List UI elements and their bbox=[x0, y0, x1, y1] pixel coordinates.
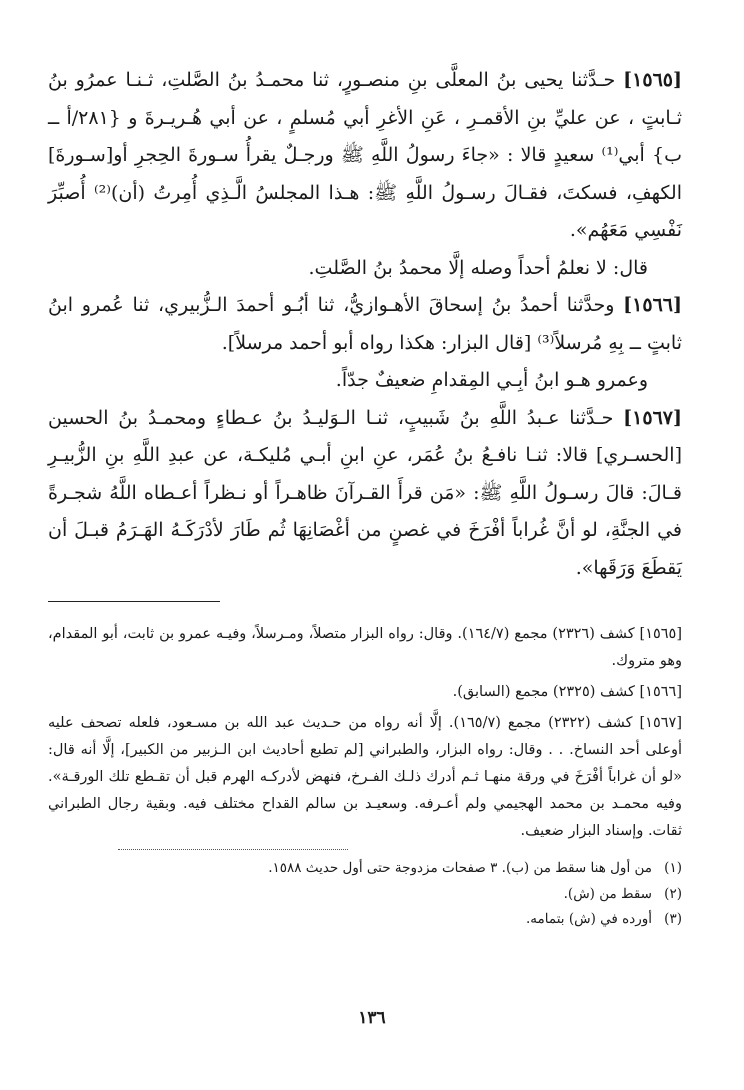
footnotes bbox=[48, 856, 682, 933]
hadith-number: [١٥٦٦] bbox=[623, 294, 682, 316]
footnote-mark: (٢) bbox=[664, 885, 682, 902]
note-text: كشف (٢٣٢٢) مجمع (١٦٥/٧). إلَّا أنه رواه من حـديث عبد الله بن مسـعود، فلعله تصحف عليه أوعلى أحد النساخ. . . وقال: رواه البزار، والطبراني [لم تطبع أحاديث ابن الـزبير من الكبير]، إلَّا أنه قال: «لو أن غراباً أفْرَخَ في ورقة منهـا ثـم أدرك ذلـك الفـرخ، فنهض لأدركـه الهرم قبل أن تقـطع تلك الورقـة». وفيه محمـد بن محمد الهجيمي ولم أعـرفه. وسعيـد بن سالم القداح مختلف فيه. وبقية رجال الطبراني ثقات. وإسناد البزار ضعيف. bbox=[48, 715, 683, 839]
hadith-text: وحدَّثنا أحمدُ بنُ إسحاقَ الأهـوازيُّ، ثنا أبُـو أحمدَ الـزُّبيري، ثنا عُمرو ابنُ ثابتٍ ــ بِهِ مُرسلاً⁽³⁾ [قال البزار: هكذا رواه أبو أحمد مرسلاً]. bbox=[48, 294, 682, 354]
page-body bbox=[48, 62, 682, 933]
commentary-1566 bbox=[48, 362, 682, 400]
note-number: [١٥٦٦] bbox=[639, 684, 682, 700]
footnote-separator bbox=[118, 849, 348, 850]
footnote-text: سقط من (ش). bbox=[563, 885, 652, 902]
hadith-1565 bbox=[48, 62, 682, 250]
commentary-text: قال: لا نعلمُ أحداً وصله إلَّا محمدُ بنُ الصَّلتِ. bbox=[308, 256, 648, 279]
footnote-text: من أول هنا سقط من (ب). ٣ صفحات مزدوجة حتى أول حديث ١٥٨٨. bbox=[268, 860, 652, 876]
footnote-text: أورده في (ش) بتمامه. bbox=[526, 911, 652, 927]
note-1567 bbox=[48, 710, 682, 845]
takhrij-notes bbox=[48, 621, 682, 845]
hadith-1566 bbox=[48, 287, 682, 362]
hadith-text: حـدَّثنا يحيى بنُ المعلَّى بنِ منصـورٍ، ثنا محمـدُ بنُ الصَّلتِ، ثـنـا عمرُو بنُ ثـابتٍ ، عن عليِّ بنِ الأقمـرِ ، عَنِ الأغرِ أبي مُسلمٍ ، عن أبي هُـريـرةَ و {٢٨١/أ ــ ب} أبي⁽¹⁾ سعيدٍ قالا : «جاءَ رسولُ اللَّهِ ﷺ ورجـلٌ يقرأُ سـورةَ الحِجرِ أو[سـورةَ] الكهفِ، فسكتَ، فقـالَ رسـولُ اللَّهِ ﷺ: هـذا المجلسُ الَّـذِي أُمِرتُ (أن)⁽²⁾ أُصبِّرَ نَفْسِي مَعَهُم». bbox=[48, 69, 682, 241]
note-text: كشف (٢٣٢٥) مجمع (السابق). bbox=[452, 684, 635, 700]
hadith-text: حـدَّثنا عـبدُ اللَّهِ بنُ شَبيبٍ، ثنـا الـوَليـدُ بنُ عـطاءٍ ومحمـدُ بنُ الحسين [الحسـري] قالا: ثنـا نافـعُ بنُ عُمَر، عنِ ابنِ أبـي مُليكـة، عن عبدِ اللَّهِ بنِ الزُّبيـرِ قـالَ: قالَ رسـولُ اللَّهِ ﷺ: «مَن قرأَ القـرآنَ ظاهـراً أو نـظراً أعـطاه اللَّهُ شجـرةً في الجنَّةِ، لو أنَّ غُراباً أفْرَخَ في غصنٍ من أغْصَانِهَا ثُم طَارَ لأدْرَكَـهُ الهَـرَمُ قبـلَ أن يَقطَعَ وَرَقَها». bbox=[48, 406, 682, 579]
commentary-text: وعمرو هـو ابنُ أبِـي المِقدامِ ضعيفٌ جدّاً. bbox=[335, 369, 648, 391]
note-number: [١٥٦٧] bbox=[639, 715, 682, 731]
footnote-1 bbox=[48, 856, 682, 882]
note-1566 bbox=[48, 679, 682, 706]
footnote-mark: (١) bbox=[664, 860, 682, 876]
note-text: كشف (٢٣٢٦) مجمع (١٦٤/٧). وقال: رواه البزار متصلاً، ومـرسلاً، وفيـه عمرو بن ثابت، أبو المقدام، وهو متروك. bbox=[48, 626, 682, 669]
notes-separator bbox=[48, 601, 682, 603]
note-1565 bbox=[48, 621, 682, 675]
commentary-1565 bbox=[48, 250, 682, 288]
footnote-mark: (٣) bbox=[664, 911, 682, 927]
hadith-number: [١٥٦٥] bbox=[623, 69, 682, 91]
note-number: [١٥٦٥] bbox=[639, 626, 683, 642]
page-number: ١٣٦ bbox=[358, 1008, 386, 1028]
footnote-2 bbox=[48, 882, 682, 908]
footnote-3 bbox=[48, 907, 682, 933]
hadith-number: [١٥٦٧] bbox=[623, 406, 682, 429]
main-text bbox=[48, 62, 682, 587]
hadith-1567 bbox=[48, 400, 682, 588]
